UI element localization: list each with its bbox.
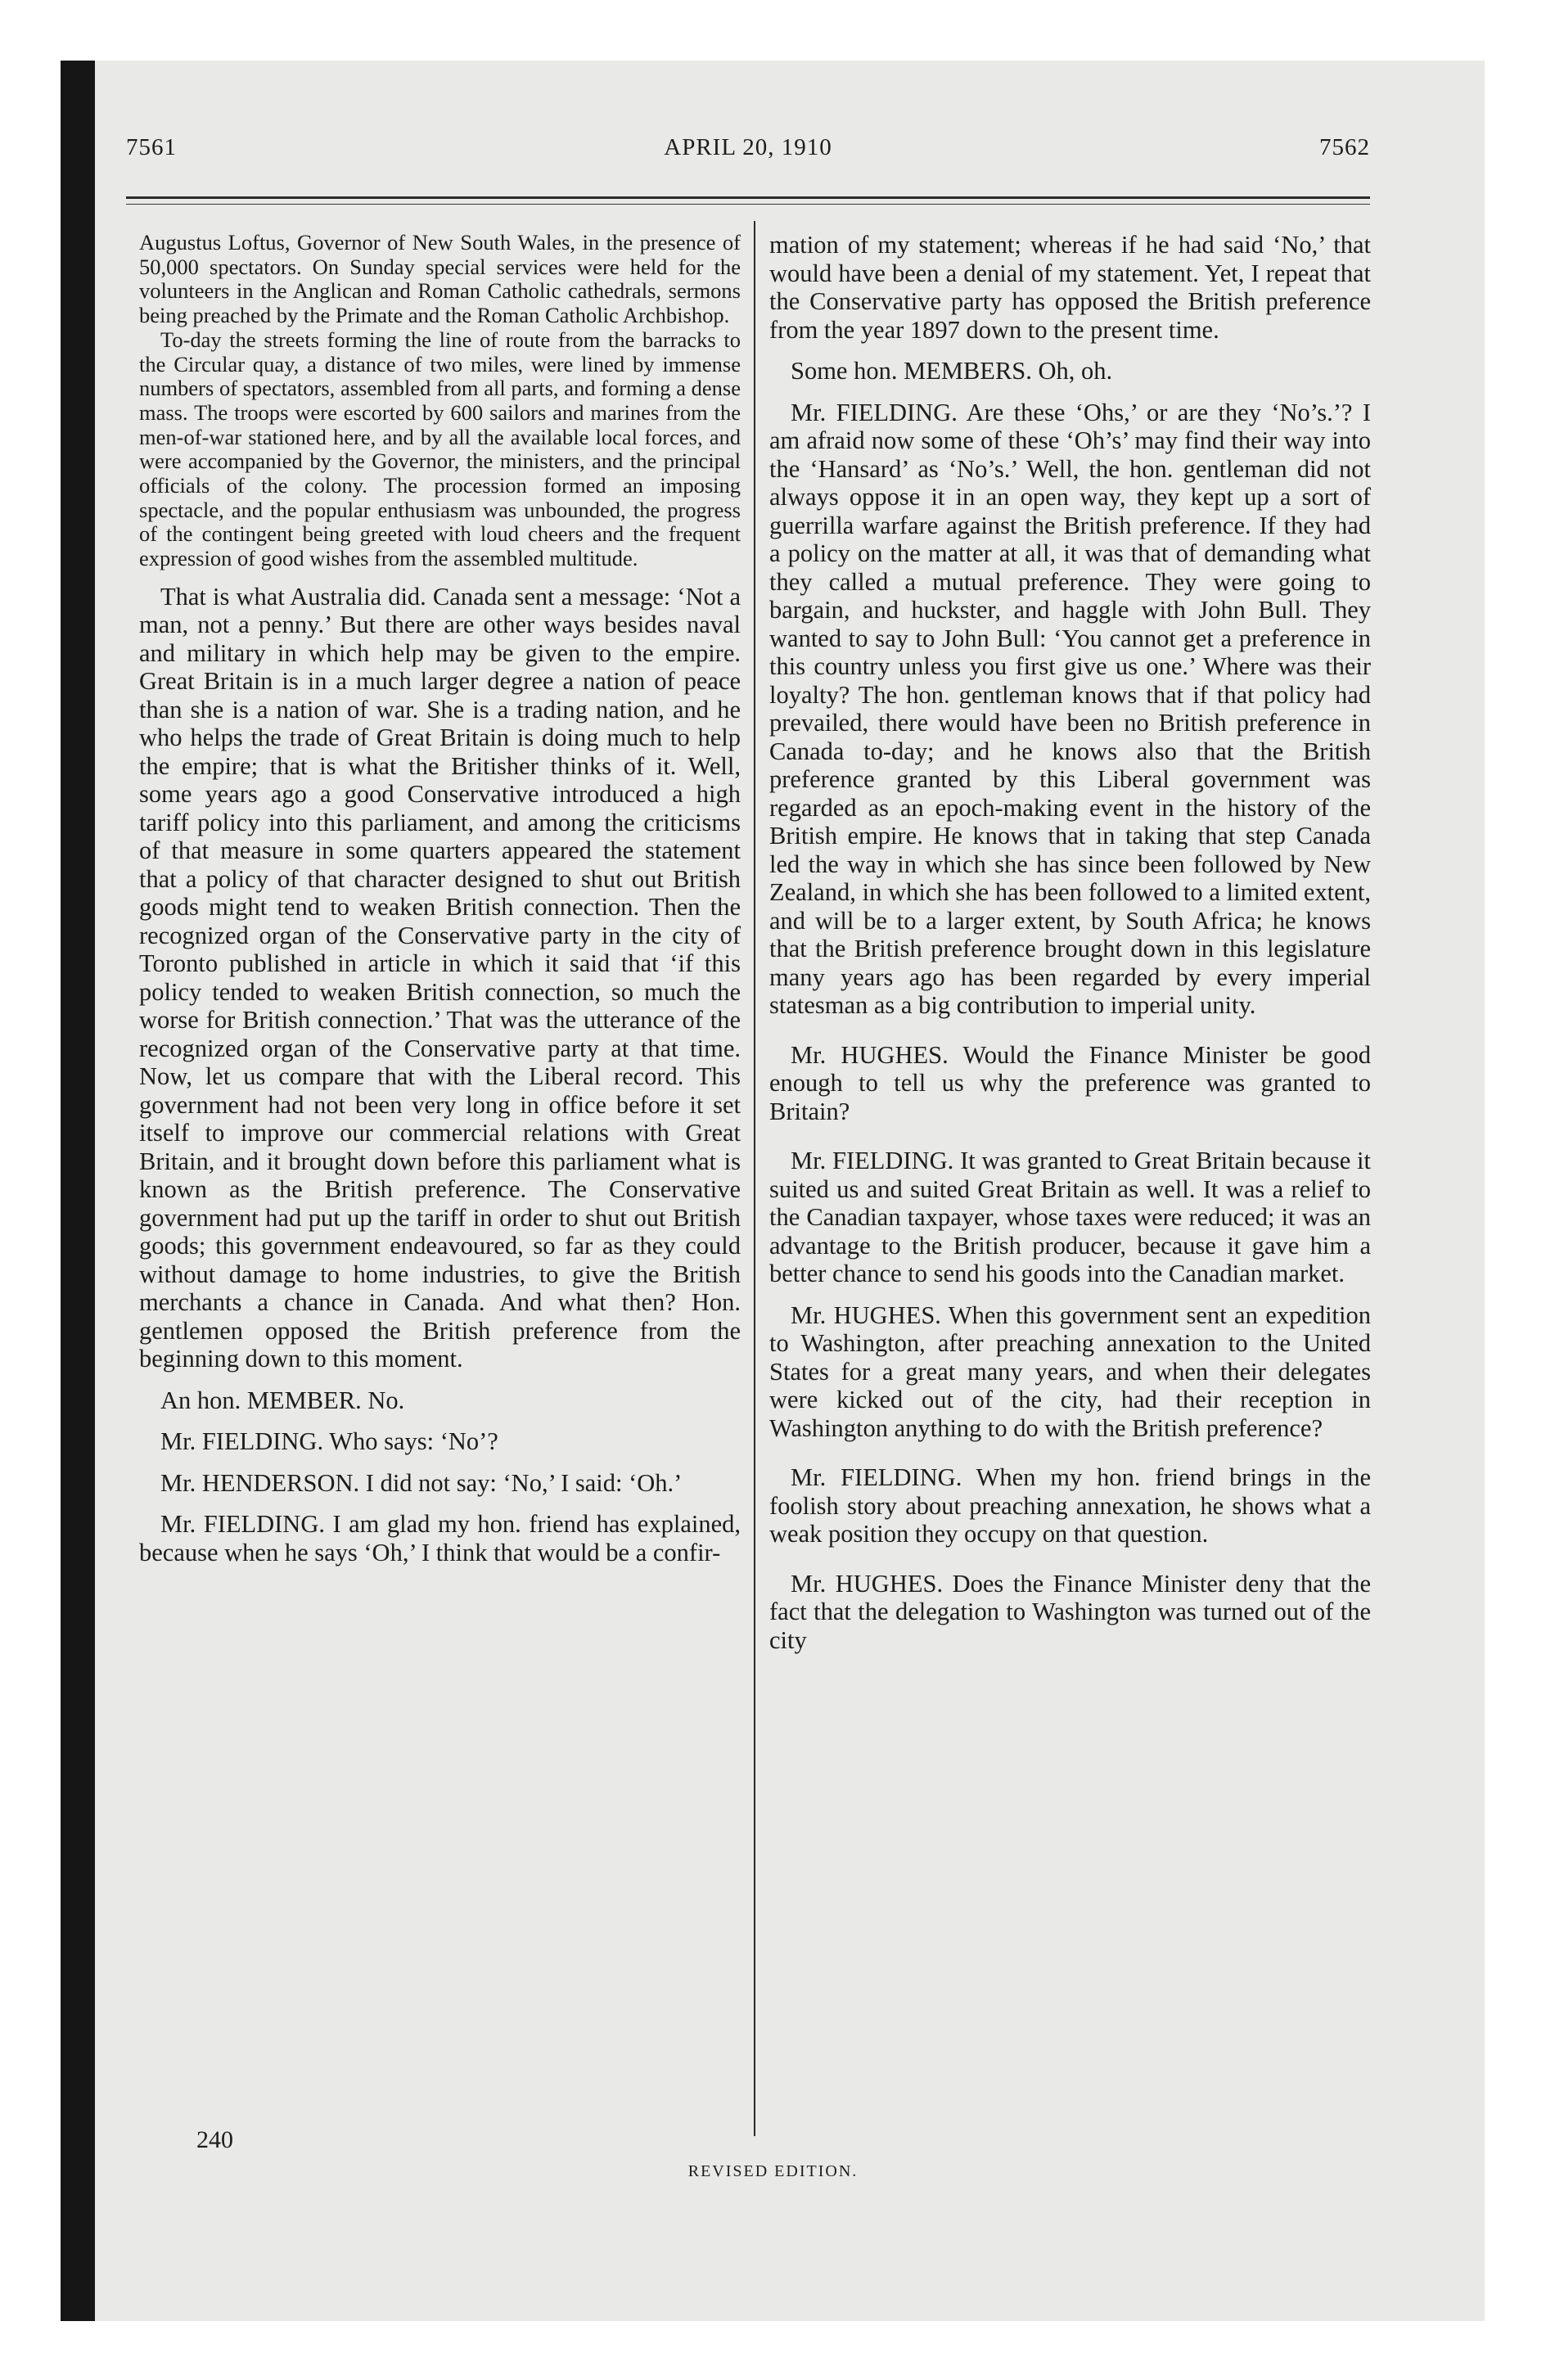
interjection: An hon. MEMBER. No. — [160, 1386, 405, 1414]
header-rule-thin — [126, 204, 1370, 205]
speech-paragraph: Mr. HUGHES. When this government sent an expedition to Washington, after preaching annexation to the United States for a great many years, and when their delegates were kicked out of the city, had their reception in Washington anything to do with the British preference? — [769, 1300, 1371, 1442]
column-divider — [754, 221, 755, 2136]
speech-paragraph: That is what Australia did. Canada sent a message: ‘Not a man, not a penny.’ But there are other ways besides naval and military in which help may be given to the empire. Great Britain is in a much larger degree a nation of peace than she is a nation of war. She is a trading nation, and he who helps the trade of Great Britain is doing much to help the empire; that is what the Britisher thinks of it. Well, some years ago a good Conservative introduced a high tariff policy into this parliament, and among the criticisms of that measure in some quarters appeared the statement that a policy of that character designed to shut out British goods might tend to weaken British connection. Then the recognized organ of the Conservative party in the city of Toronto published in article in which it said that ‘if this policy tended to weaken British connection, so much the worse for British connection.’ That was the utterance of the recognized organ of the Conservative party at that time. Now, let us compare that with the Liberal record. This government had not been very long in office before it set itself to improve our commercial relations with Great Britain, and it brought down before this parliament what is known as the British preference. The Conservative government had put up the tariff in order to shut out British goods; this government endeavoured, so far as they could without damage to home industries, to give the British merchants a chance in Canada. And what then? Hon. gentlemen opposed the British preference from the beginning down to this moment. — [139, 582, 741, 1373]
quoted-extract — [139, 231, 741, 571]
page-date: APRIL 20, 1910 — [664, 134, 832, 160]
quote-paragraph: Augustus Loftus, Governor of New South Wales, in the presence of 50,000 spectators. On Sunday special services were held for the volunteers in the Anglican and Roman Catholic cathedrals, sermons being preached by the Primate and the Roman Catholic Archbishop. — [139, 230, 741, 328]
right-body — [769, 231, 1371, 1654]
page-number-right: 7562 — [1319, 134, 1370, 160]
signature-number: 240 — [196, 2126, 233, 2153]
page-header — [126, 134, 1370, 170]
binding-edge — [61, 61, 95, 2321]
quote-paragraph: To-day the streets forming the line of route from the barracks to the Circular quay, a distance of two miles, were lined by immense numbers of spectators, assembled from all parts, and forming a dense mass. The troops were escorted by 600 sailors and marines from the men-of-war stationed here, and by all the available local forces, and were accompanied by the Governor, the ministers, and the principal officials of the colony. The procession formed an imposing spectacle, and the popular enthusiasm was unbounded, the progress of the contingent being greeted with loud cheers and the frequent expression of good wishes from the assembled multitude. — [139, 327, 741, 571]
right-column — [769, 231, 1371, 1667]
speech-paragraph: Mr. FIELDING. Who says: ‘No’? — [160, 1427, 498, 1456]
interjection: Mr. HENDERSON. I did not say: ‘No,’ I said: ‘Oh.’ — [160, 1468, 683, 1497]
speech-paragraph: Mr. FIELDING. When my hon. friend brings in the foolish story about preaching annexation, he shows what a weak position they occupy on that question. — [769, 1463, 1371, 1548]
interjection: Some hon. MEMBERS. Oh, oh. — [791, 357, 1113, 385]
speech-paragraph: Mr. FIELDING. Are these ‘Ohs,’ or are they ‘No’s.’? I am afraid now some of these ‘Oh’s’ may find their way into the ‘Hansard’ as ‘No’s.’ Well, the hon. gentleman did not always oppose it in an open way, they kept up a sort of guerrilla warfare against the British preference. If they had a policy on the matter at all, it was that of demanding what they called a mutual preference. They were going to bargain, and huckster, and haggle with John Bull. They wanted to say to John Bull: ‘You cannot get a preference in this country unless you first give us one.’ Where was their loyalty? The hon. gentleman knows that if that policy had prevailed, there would have been no British preference in Canada to-day; and he knows also that the British preference granted by this Liberal government was regarded as an epoch-making event in the history of the British empire. He knows that in taking that step Canada led the way in which she has since been followed by New Zealand, in which she has been followed to a limited extent, and will be to a larger extent, by South Africa; he knows that the British preference brought down in this legislature many years ago has been regarded by every imperial statesman as a big contribution to imperial unity. — [769, 398, 1371, 1019]
edition-label: REVISED EDITION. — [687, 2162, 859, 2180]
speech-paragraph: Mr. FIELDING. It was granted to Great Britain because it suited us and suited Great Britain as well. It was a relief to the Canadian taxpayer, whose taxes were reduced; it was an advantage to the British producer, because it gave him a better chance to send his goods into the Canadian market. — [769, 1147, 1371, 1287]
header-rule — [126, 196, 1370, 199]
speech-paragraph: Mr. HUGHES. Does the Finance Minister deny that the fact that the delegation to Washington was turned out of the city — [769, 1569, 1371, 1654]
page-number-left: 7561 — [126, 134, 177, 160]
speech-paragraph: Mr. FIELDING. I am glad my hon. friend has explained, because when he says ‘Oh,’ I think that would be a confir- — [139, 1510, 741, 1566]
left-body — [139, 583, 741, 1567]
speech-paragraph: Mr. HUGHES. Would the Finance Minister be good enough to tell us why the preference was granted to Britain? — [769, 1040, 1371, 1125]
left-column — [139, 231, 741, 1580]
speech-paragraph-continued: mation of my statement; whereas if he had said ‘No,’ that would have been a denial of my statement. Yet, I repeat that the Conservative party has opposed the British preference from the year 1897 down to the present time. — [769, 231, 1371, 344]
